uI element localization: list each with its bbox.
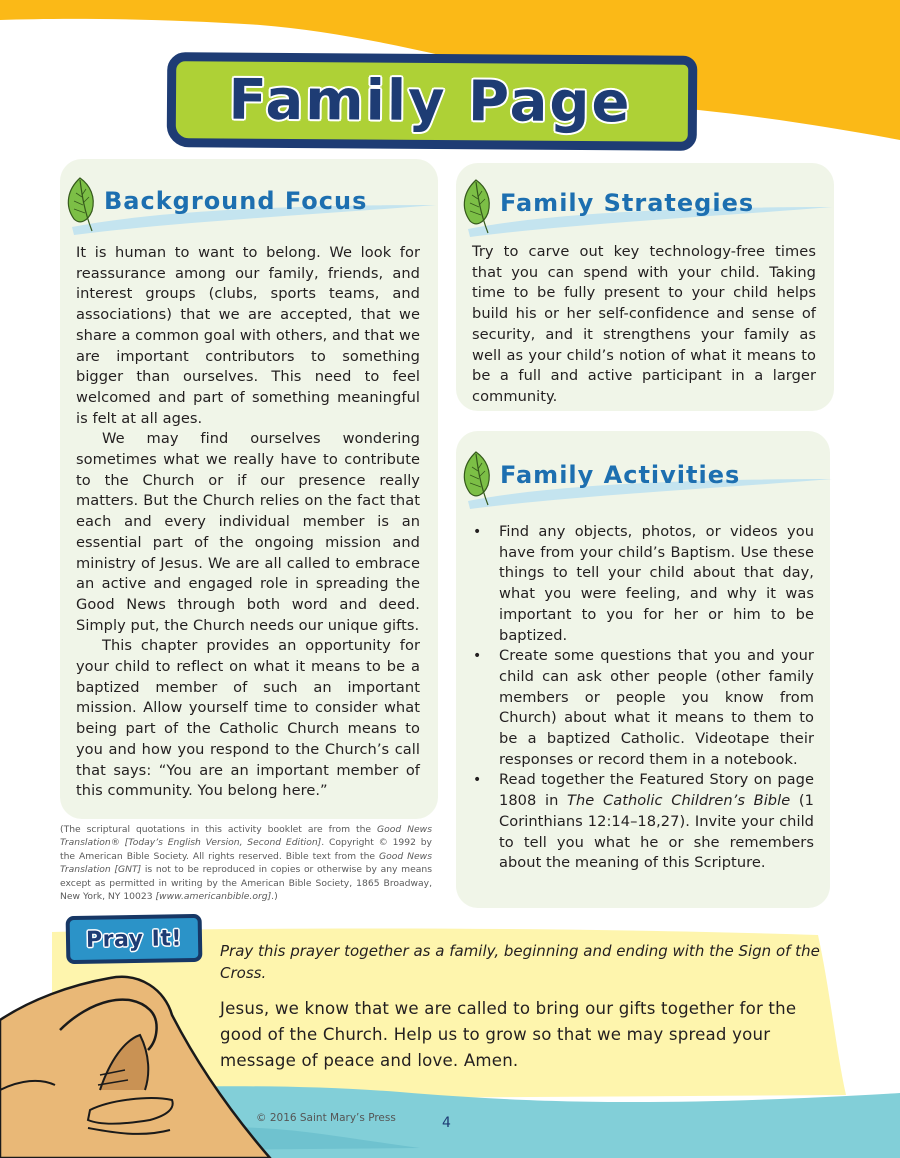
paragraph: This chapter provides an opportunity for your child to reflect on what it means to be a baptized member of such an important mission. Allow yourself time to consider what being part of the Catholic Church means to you and how you respond to the Church’s call that says: “You are an important member of this community. You belong here.” — [76, 637, 420, 800]
family-activities-title: Family Activities — [500, 461, 741, 489]
background-focus-body — [76, 243, 420, 802]
background-focus-panel — [60, 159, 438, 819]
paragraph: It is human to want to belong. We look for reassurance among our family, friends, and interest groups (clubs, sports teams, and associations) that we are accepted, that we share a common goal with others, and that we are important contributors to something bigger than ourselves. This need to feel welcomed and part of something meaningful is felt at all ages. — [76, 244, 420, 427]
list-item-text: (1 Corinthians 12:14–18,27). Invite your child to tell you what he or she remembers about the meaning of this Scripture. — [499, 792, 814, 872]
book-title: The Catholic Children’s Bible — [567, 792, 791, 810]
footnote-italic: Good News Translation® [Today’s English Version, Second Edition] — [60, 824, 432, 849]
list-item: • Create some questions that you and your child can ask other people (other family members or people you know from Church) about what it means to them to be a baptized Catholic. Videotape their responses or record them in a notebook. — [472, 646, 814, 770]
leaf-icon — [460, 177, 498, 237]
copyright-notice: © 2016 Saint Mary’s Press — [256, 1112, 396, 1124]
footnote-text: is not to be reproduced in copies or otherwise by any means except as permitted in writing by the American Bible Society, 1865 Broadway, New York, NY 10023 — [60, 864, 433, 903]
pray-it-badge — [66, 914, 203, 964]
footnote-italic: Good News Translation [GNT] — [60, 850, 432, 876]
footnote-text: (The scriptural quotations in this activity booklet are from the — [60, 824, 378, 835]
background-focus-title: Background Focus — [104, 187, 368, 215]
title-banner — [167, 52, 698, 151]
prayer-text: Jesus, we know that we are called to bring our gifts together for the good of the Church. Help us to grow so that we may spread your message of peace and love. Amen. — [220, 999, 797, 1070]
scripture-footnote — [60, 823, 432, 903]
family-strategies-panel — [456, 163, 834, 411]
prayer-instructions: Pray this prayer together as a family, beginning and ending with the Sign of the Cross. — [220, 942, 820, 982]
leaf-icon — [460, 449, 498, 509]
footnote-text: . Copyright © 1992 by the American Bible Society. All rights reserved. Bible text from the — [60, 837, 432, 862]
family-strategies-title: Family Strategies — [500, 189, 755, 217]
page-title: Family Page — [228, 67, 632, 136]
pray-it-label: Pray It! — [85, 925, 183, 953]
leaf-icon — [64, 175, 102, 235]
footnote-link: [www.americanbible.org] — [155, 891, 272, 903]
paragraph: We may find ourselves wondering sometimes what we really have to contribute to the Church or if our presence really matters. But the Church relies on the fact that each and every individual member is an essential part of the ongoing mission and ministry of Jesus. We are all called to embrace an active and engaged role in spreading the Good News through both word and deed. Simply put, the Church needs our unique gifts. — [76, 430, 420, 634]
list-item: • Find any objects, photos, or videos you have from your child’s Baptism. Use these things to tell your child about that day, what you were feeling, and why it was important to you for her or him to be baptized. — [472, 522, 814, 646]
list-item — [472, 770, 814, 874]
footnote-text: .) — [271, 891, 278, 903]
family-activities-list — [472, 522, 814, 874]
list-item-text: Read together the Featured Story on page 1808 in — [499, 771, 814, 810]
page-number: 4 — [442, 1115, 451, 1131]
family-strategies-body — [472, 242, 816, 408]
paragraph: Try to carve out key technology-free times that you can spend with your child. Taking time to be fully present to your child helps build his or her self-confidence and sense of security, and it strengthens your family as well as your child’s notion of what it means to be a full and active participant in a larger community. — [472, 243, 816, 405]
family-activities-panel — [456, 431, 830, 908]
